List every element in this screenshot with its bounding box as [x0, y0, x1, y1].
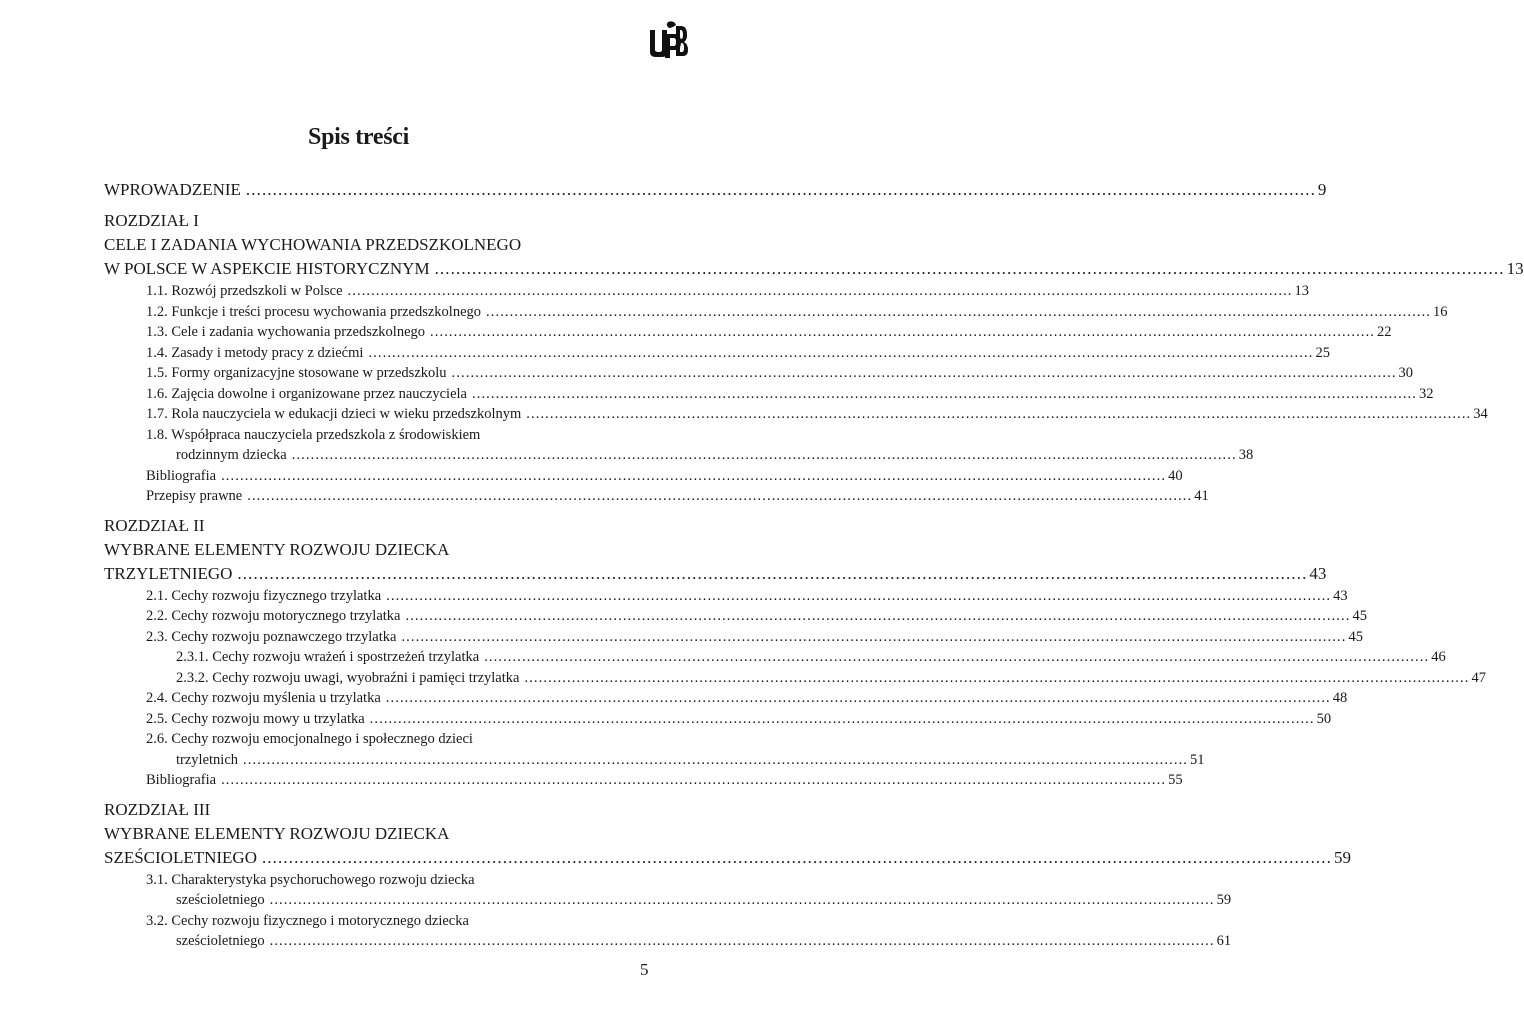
dot-leader: ........................................................................................................................................................................................................ [269, 892, 1215, 908]
toc-entry[interactable] [146, 770, 1183, 791]
entry-page: 34 [1473, 406, 1488, 422]
entry-page: 40 [1168, 467, 1183, 484]
entry-title: 1.6. Zajęcia dowolne i organizowane przez nauczyciela [146, 385, 467, 402]
entry-page: 45 [1348, 628, 1363, 645]
dot-leader: ........................................................................................................................................................................................................ [430, 324, 1376, 340]
entry-title: 3.2. Cechy rozwoju fizycznego i motorycznego dziecka [146, 912, 469, 929]
chapter-label [104, 514, 616, 538]
entry-title: 3.1. Charakterystyka psychoruchowego rozwoju dziecka [146, 871, 475, 888]
entry-title: SZEŚCIOLETNIEGO [104, 847, 257, 867]
entry-page: 22 [1377, 324, 1392, 340]
entry-title: 1.2. Funkcje i treści procesu wychowania przedszkolnego [146, 303, 482, 320]
entry-title: sześcioletniego [176, 933, 265, 949]
dot-leader: ........................................................................................................................................................................................................ [386, 587, 1332, 604]
entry-title: 1.7. Rola nauczyciela w edukacji dzieci w wieku przedszkolnym [146, 406, 522, 422]
toc-entry[interactable] [146, 302, 1448, 323]
dot-leader: ........................................................................................................................................................................................................ [472, 385, 1417, 402]
entry-page: 41 [1194, 488, 1209, 504]
entry-title: 2.3.1. Cechy rozwoju wrażeń i spostrzeżeń trzylatka [176, 649, 480, 665]
toc-entry-chapter-3[interactable] [104, 846, 1351, 870]
toc-entry-chapter-1[interactable] [104, 257, 1524, 281]
dot-leader: ........................................................................................................................................................................................................ [369, 710, 1315, 727]
entry-title: ROZDZIAŁ II [104, 515, 205, 535]
entry-title: Bibliografia [146, 467, 217, 484]
entry-title: CELE I ZADANIA WYCHOWANIA PRZEDSZKOLNEGO [104, 235, 522, 254]
entry-title: trzyletnich [176, 751, 239, 768]
toc-entry-first-line[interactable] [146, 729, 616, 750]
toc-entry[interactable] [146, 586, 1348, 607]
toc-entry[interactable] [146, 466, 1183, 487]
entry-page: 43 [1333, 587, 1348, 604]
entry-title: sześcioletniego [176, 892, 265, 908]
entry-title: 2.3.2. Cechy rozwoju uwagi, wyobraźni i pamięci trzylatka [176, 669, 520, 686]
toc-entry[interactable] [146, 281, 1310, 302]
toc-entry[interactable] [146, 486, 1209, 507]
entry-page: 55 [1168, 772, 1183, 788]
entry-page: 47 [1471, 669, 1486, 686]
toc-entry[interactable] [146, 709, 1332, 730]
dot-leader: ........................................................................................................................................................................................................ [243, 751, 1189, 768]
entry-page: 45 [1352, 608, 1367, 624]
dot-leader: ........................................................................................................................................................................................................ [237, 563, 1308, 583]
toc-entry[interactable] [146, 750, 1205, 771]
toc-entry-chapter-2[interactable] [104, 562, 1327, 586]
chapter-label [104, 209, 616, 233]
toc-entry[interactable] [146, 343, 1330, 364]
entry-title: 2.4. Cechy rozwoju myślenia u trzylatka [146, 690, 381, 706]
dot-leader: ........................................................................................................................................................................................................ [484, 649, 1430, 665]
chapter-title-line [104, 538, 616, 562]
dot-leader: ........................................................................................................................................................................................................ [524, 669, 1470, 686]
dot-leader: ........................................................................................................................................................................................................ [368, 344, 1314, 361]
entry-title: WYBRANE ELEMENTY ROZWOJU DZIECKA [104, 823, 450, 843]
entry-page: 25 [1315, 344, 1330, 361]
entry-page: 13 [1506, 259, 1524, 278]
toc-entry[interactable] [146, 668, 1486, 689]
entry-page: 59 [1216, 892, 1232, 908]
chapter-title-line [104, 233, 616, 257]
toc-entry-first-line[interactable] [146, 870, 616, 891]
toc-entry[interactable] [146, 647, 1446, 668]
entry-title: 1.3. Cele i zadania wychowania przedszkolnego [146, 324, 426, 340]
publisher-logo-icon [646, 20, 690, 60]
toc-entry[interactable] [146, 322, 1392, 343]
entry-title: 2.2. Cechy rozwoju motorycznego trzylatka [146, 608, 401, 624]
entry-title: WPROWADZENIE [104, 180, 241, 199]
toc-entry[interactable] [146, 890, 1232, 911]
entry-title: WYBRANE ELEMENTY ROZWOJU DZIECKA [104, 539, 450, 559]
toc-entry[interactable] [146, 363, 1414, 384]
entry-title: ROZDZIAŁ I [104, 211, 199, 230]
dot-leader: ........................................................................................................................................................................................................ [526, 406, 1472, 422]
entry-title: ROZDZIAŁ III [104, 799, 211, 819]
table-of-contents [104, 178, 1524, 952]
toc-entry[interactable] [146, 931, 1232, 952]
entry-title: W POLSCE W ASPEKCIE HISTORYCZNYM [104, 259, 430, 278]
entry-page: 51 [1190, 751, 1205, 768]
toc-entry-introduction[interactable] [104, 178, 1327, 202]
toc-entry-first-line[interactable] [146, 911, 616, 932]
toc-entry[interactable] [146, 404, 1488, 425]
dot-leader: ........................................................................................................................................................................................................ [221, 772, 1167, 788]
dot-leader: ........................................................................................................................................................................................................ [385, 690, 1331, 706]
toc-entry[interactable] [146, 606, 1367, 627]
dot-leader: ........................................................................................................................................................................................................ [451, 365, 1397, 381]
toc-entry[interactable] [146, 627, 1363, 648]
entry-page: 46 [1431, 649, 1446, 665]
entry-page: 13 [1294, 283, 1310, 299]
entry-title: 2.3. Cechy rozwoju poznawczego trzylatka [146, 628, 397, 645]
dot-leader: ........................................................................................................................................................................................................ [269, 933, 1215, 949]
entry-title: 2.5. Cechy rozwoju mowy u trzylatka [146, 710, 365, 727]
entry-page: 43 [1309, 563, 1327, 583]
entry-page: 48 [1332, 690, 1348, 706]
entry-title: 1.4. Zasady i metody pracy z dziećmi [146, 344, 364, 361]
dot-leader: ........................................................................................................................................................................................................ [401, 628, 1347, 645]
entry-title: 1.5. Formy organizacyjne stosowane w przedszkolu [146, 365, 447, 381]
entry-page: 16 [1433, 303, 1448, 320]
dot-leader: ........................................................................................................................................................................................................ [247, 488, 1193, 504]
entry-title: 2.1. Cechy rozwoju fizycznego trzylatka [146, 587, 382, 604]
toc-entry[interactable] [146, 445, 1254, 466]
entry-page: 30 [1398, 365, 1414, 381]
entry-title: Przepisy prawne [146, 488, 243, 504]
entry-page: 9 [1317, 180, 1327, 199]
entry-title: 2.6. Cechy rozwoju emocjonalnego i społecznego dzieci [146, 731, 473, 747]
dot-leader: ........................................................................................................................................................................................................ [347, 283, 1293, 299]
dot-leader: ........................................................................................................................................................................................................ [245, 180, 1316, 199]
entry-page: 59 [1333, 847, 1351, 867]
toc-entry[interactable] [146, 384, 1434, 405]
entry-title: 1.1. Rozwój przedszkoli w Polsce [146, 283, 343, 299]
entry-title: 1.8. Współpraca nauczyciela przedszkola z środowiskiem [146, 426, 481, 443]
dot-leader: ........................................................................................................................................................................................................ [221, 467, 1167, 484]
entry-page: 38 [1238, 447, 1254, 463]
chapter-label [104, 798, 616, 822]
dot-leader: ........................................................................................................................................................................................................ [261, 847, 1332, 867]
toc-entry-first-line[interactable] [146, 425, 616, 446]
dot-leader: ........................................................................................................................................................................................................ [434, 259, 1505, 278]
page-title: Spis treści [308, 124, 409, 150]
entry-title: Bibliografia [146, 772, 217, 788]
entry-page: 61 [1216, 933, 1232, 949]
entry-title: TRZYLETNIEGO [104, 563, 233, 583]
page-number: 5 [640, 960, 649, 979]
dot-leader: ........................................................................................................................................................................................................ [291, 447, 1237, 463]
entry-title: rodzinnym dziecka [176, 447, 287, 463]
toc-entry[interactable] [146, 688, 1348, 709]
entry-page: 32 [1419, 385, 1434, 402]
dot-leader: ........................................................................................................................................................................................................ [405, 608, 1351, 624]
chapter-title-line [104, 822, 616, 846]
dot-leader: ........................................................................................................................................................................................................ [486, 303, 1432, 320]
entry-page: 50 [1316, 710, 1332, 727]
